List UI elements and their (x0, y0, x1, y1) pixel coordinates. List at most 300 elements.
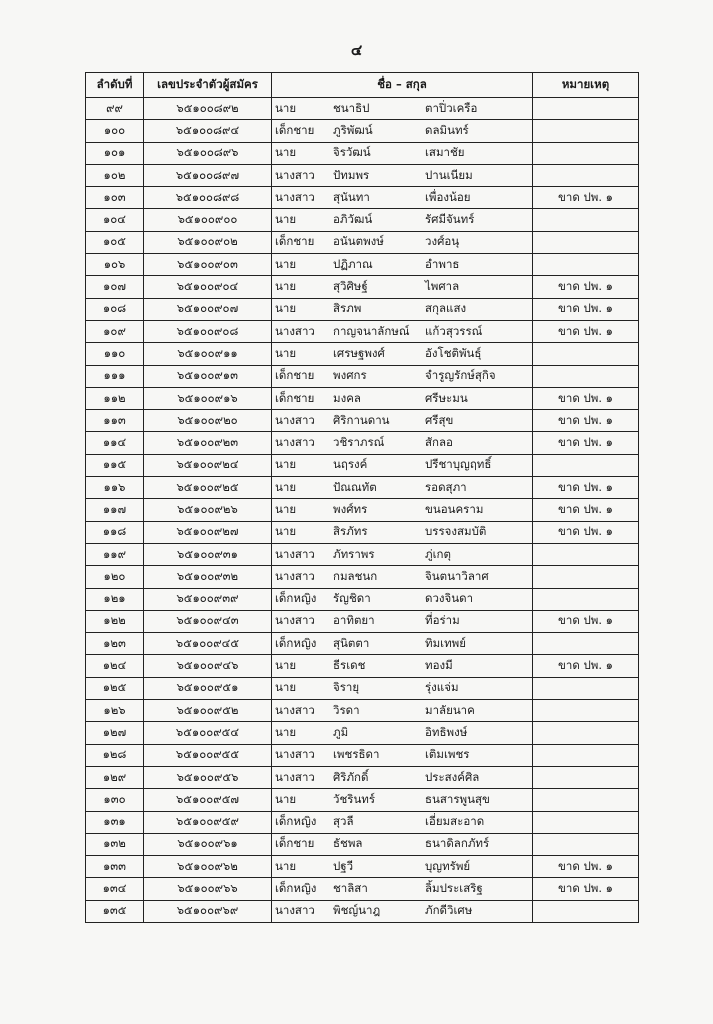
row-last-name: ทิมเทพย์ (425, 635, 466, 650)
row-last-name: อิทธิพงษ์ (425, 724, 468, 739)
header-no: ลำดับที่ (86, 73, 144, 98)
row-last-name: อำพาธ (425, 256, 460, 271)
row-applicant-id: ๖๕๑๐๐๙๔๖ (144, 655, 272, 677)
row-prefix: นาย (275, 680, 297, 695)
row-no: ๑๒๗ (86, 722, 144, 744)
row-no: ๑๑๔ (86, 432, 144, 454)
table-row (86, 120, 639, 142)
row-name-cell (272, 477, 533, 499)
row-prefix: นาย (275, 457, 297, 472)
row-last-name: ธนาดิลกภัทร์ (425, 836, 490, 851)
header-applicant-id: เลขประจำตัวผู้สมัคร (144, 73, 272, 98)
row-applicant-id: ๖๕๑๐๐๙๐๐ (144, 209, 272, 231)
row-note (533, 164, 639, 186)
row-first-name: เศรษฐพงศ์ (333, 345, 385, 360)
row-prefix: นางสาว (275, 568, 315, 583)
row-prefix: เด็กหญิง (275, 881, 317, 896)
row-prefix: นางสาว (275, 412, 315, 427)
row-applicant-id: ๖๕๑๐๐๙๕๙ (144, 811, 272, 833)
table-row (86, 365, 639, 387)
table-row (86, 856, 639, 878)
table-row (86, 722, 639, 744)
row-name-cell (272, 432, 533, 454)
row-no: ๑๐๕ (86, 231, 144, 253)
row-prefix: นางสาว (275, 189, 315, 204)
row-first-name: เพชรธิดา (333, 747, 380, 762)
row-no: ๑๑๗ (86, 499, 144, 521)
table-row (86, 432, 639, 454)
row-note: ขาด ปพ. ๑ (533, 432, 639, 454)
row-last-name: ศรีษะมน (425, 390, 468, 405)
row-applicant-id: ๖๕๑๐๐๙๒๓ (144, 432, 272, 454)
row-no: ๑๒๓ (86, 633, 144, 655)
row-no: ๑๑๖ (86, 477, 144, 499)
row-applicant-id: ๖๕๑๐๐๘๙๔ (144, 120, 272, 142)
row-prefix: เด็กหญิง (275, 635, 317, 650)
row-name-cell (272, 254, 533, 276)
row-last-name: ไพศาล (425, 279, 460, 294)
row-applicant-id: ๖๕๑๐๐๙๐๒ (144, 231, 272, 253)
row-no: ๑๐๒ (86, 164, 144, 186)
row-name-cell (272, 878, 533, 900)
row-name-cell (272, 343, 533, 365)
row-last-name: บุญทรัพย์ (425, 858, 471, 873)
row-prefix: นาย (275, 658, 297, 673)
row-applicant-id: ๖๕๑๐๐๘๙๗ (144, 164, 272, 186)
row-applicant-id: ๖๕๑๐๐๙๔๓ (144, 610, 272, 632)
row-first-name: วิรดา (333, 702, 360, 717)
row-prefix: นางสาว (275, 903, 315, 918)
row-first-name: กมลชนก (333, 568, 378, 583)
row-last-name: ขนอนคราม (425, 501, 484, 516)
row-name-cell (272, 499, 533, 521)
row-prefix: นาย (275, 345, 297, 360)
table-row (86, 633, 639, 655)
row-prefix: นางสาว (275, 435, 315, 450)
row-applicant-id: ๖๕๑๐๐๙๖๒ (144, 856, 272, 878)
row-first-name: วัชรินทร์ (333, 791, 376, 806)
row-note (533, 543, 639, 565)
row-no: ๑๓๐ (86, 789, 144, 811)
row-no: ๙๙ (86, 98, 144, 120)
row-name-cell (272, 276, 533, 298)
row-applicant-id: ๖๕๑๐๐๙๔๕ (144, 633, 272, 655)
row-note (533, 766, 639, 788)
row-note (533, 142, 639, 164)
row-name-cell (272, 120, 533, 142)
row-note: ขาด ปพ. ๑ (533, 610, 639, 632)
row-note (533, 789, 639, 811)
row-no: ๑๑๘ (86, 521, 144, 543)
row-applicant-id: ๖๕๑๐๐๘๙๘ (144, 187, 272, 209)
row-name-cell (272, 164, 533, 186)
row-applicant-id: ๖๕๑๐๐๘๙๒ (144, 98, 272, 120)
table-row (86, 655, 639, 677)
row-note: ขาด ปพ. ๑ (533, 187, 639, 209)
row-no: ๑๒๑ (86, 588, 144, 610)
row-note (533, 454, 639, 476)
row-name-cell (272, 722, 533, 744)
row-first-name: สุวิศิษฐ์ (333, 279, 368, 294)
row-name-cell (272, 387, 533, 409)
row-name-cell (272, 187, 533, 209)
row-no: ๑๑๙ (86, 543, 144, 565)
row-first-name: จิรวัฒน์ (333, 145, 371, 160)
row-prefix: นางสาว (275, 702, 315, 717)
row-last-name: ทองมี (425, 658, 453, 673)
table-row (86, 164, 639, 186)
row-name-cell (272, 811, 533, 833)
row-name-cell (272, 833, 533, 855)
row-name-cell (272, 365, 533, 387)
row-no: ๑๓๑ (86, 811, 144, 833)
row-first-name: ภูริพัฒน์ (333, 122, 373, 137)
row-last-name: ภักดีวิเศษ (425, 903, 473, 918)
row-name-cell (272, 900, 533, 922)
row-applicant-id: ๖๕๑๐๐๙๕๖ (144, 766, 272, 788)
table-header-row (86, 73, 639, 98)
row-last-name: ดวงจินดา (425, 591, 474, 606)
row-applicant-id: ๖๕๑๐๐๙๐๔ (144, 276, 272, 298)
row-last-name: บรรจงสมบัติ (425, 524, 487, 539)
table-row (86, 320, 639, 342)
row-applicant-id: ๖๕๑๐๐๙๐๗ (144, 298, 272, 320)
row-note (533, 811, 639, 833)
row-no: ๑๒๒ (86, 610, 144, 632)
row-last-name: แก้วสุวรรณ์ (425, 323, 483, 338)
row-name-cell (272, 789, 533, 811)
row-name-cell (272, 98, 533, 120)
row-prefix: นางสาว (275, 167, 315, 182)
row-first-name: สุวลี (333, 814, 354, 829)
row-first-name: สิรภัทร (333, 524, 368, 539)
row-note (533, 633, 639, 655)
row-prefix: เด็กชาย (275, 368, 315, 383)
row-last-name: รอดสุภา (425, 479, 467, 494)
row-first-name: ศิริกานดาน (333, 412, 390, 427)
row-applicant-id: ๖๕๑๐๐๙๐๘ (144, 320, 272, 342)
table-row (86, 276, 639, 298)
row-prefix: นาย (275, 301, 297, 316)
row-applicant-id: ๖๕๑๐๐๙๒๗ (144, 521, 272, 543)
row-prefix: เด็กหญิง (275, 814, 317, 829)
row-prefix: เด็กหญิง (275, 591, 317, 606)
row-no: ๑๐๐ (86, 120, 144, 142)
row-last-name: จินตนาวิลาศ (425, 568, 489, 583)
table-row (86, 766, 639, 788)
row-no: ๑๐๓ (86, 187, 144, 209)
row-no: ๑๓๔ (86, 878, 144, 900)
table-row (86, 833, 639, 855)
row-note (533, 98, 639, 120)
row-no: ๑๐๑ (86, 142, 144, 164)
page-number: ๔ (350, 41, 363, 59)
row-applicant-id: ๖๕๑๐๐๙๐๓ (144, 254, 272, 276)
row-first-name: ปัณณทัต (333, 479, 377, 494)
row-no: ๑๐๙ (86, 320, 144, 342)
row-first-name: อาทิตยา (333, 613, 375, 628)
row-note: ขาด ปพ. ๑ (533, 320, 639, 342)
row-applicant-id: ๖๕๑๐๐๙๕๒ (144, 700, 272, 722)
row-prefix: เด็กชาย (275, 234, 315, 249)
row-last-name: รัศมีจันทร์ (425, 212, 475, 227)
row-note (533, 120, 639, 142)
row-no: ๑๓๓ (86, 856, 144, 878)
table-row (86, 98, 639, 120)
row-first-name: ปัทมพร (333, 167, 370, 182)
row-note (533, 833, 639, 855)
row-note: ขาด ปพ. ๑ (533, 276, 639, 298)
row-first-name: ภูมิ (333, 724, 349, 739)
row-no: ๑๐๗ (86, 276, 144, 298)
row-name-cell (272, 521, 533, 543)
row-first-name: ปฐวี (333, 858, 354, 873)
row-prefix: นาย (275, 524, 297, 539)
row-last-name: จำรูญรักษ์สุกิจ (425, 368, 496, 383)
row-name-cell (272, 410, 533, 432)
row-first-name: สิรภพ (333, 301, 362, 316)
row-applicant-id: ๖๕๑๐๐๙๕๕ (144, 744, 272, 766)
row-prefix: นาย (275, 212, 297, 227)
row-no: ๑๓๒ (86, 833, 144, 855)
row-first-name: กาญจนาลักษณ์ (333, 323, 410, 338)
row-last-name: ลิ้มประเสริฐ (425, 881, 483, 896)
table-row (86, 477, 639, 499)
row-last-name: ตาปิ่วเครือ (425, 100, 478, 115)
row-first-name: พิชญ์นาฎ (333, 903, 381, 918)
row-last-name: ธนสารพูนสุข (425, 791, 490, 806)
row-last-name: สกุลแสง (425, 301, 467, 316)
row-no: ๑๑๑ (86, 365, 144, 387)
row-prefix: เด็กชาย (275, 836, 315, 851)
table-row (86, 744, 639, 766)
row-note (533, 254, 639, 276)
row-prefix: นาย (275, 279, 297, 294)
row-last-name: ประสงค์ศิล (425, 769, 480, 784)
row-name-cell (272, 320, 533, 342)
row-applicant-id: ๖๕๑๐๐๙๖๙ (144, 900, 272, 922)
table-row (86, 521, 639, 543)
table-row (86, 298, 639, 320)
row-note: ขาด ปพ. ๑ (533, 477, 639, 499)
row-note: ขาด ปพ. ๑ (533, 499, 639, 521)
row-no: ๑๒๘ (86, 744, 144, 766)
row-prefix: นาย (275, 724, 297, 739)
row-last-name: ปานเนียม (425, 167, 473, 182)
row-note: ขาด ปพ. ๑ (533, 655, 639, 677)
row-prefix: นางสาว (275, 323, 315, 338)
row-applicant-id: ๖๕๑๐๐๙๓๑ (144, 543, 272, 565)
row-first-name: รัญชิดา (333, 591, 371, 606)
row-first-name: ศิริภักดิ์ (333, 769, 369, 784)
row-no: ๑๑๕ (86, 454, 144, 476)
row-name-cell (272, 700, 533, 722)
row-note: ขาด ปพ. ๑ (533, 521, 639, 543)
table-row (86, 454, 639, 476)
row-prefix: นาย (275, 256, 297, 271)
table-row (86, 566, 639, 588)
row-no: ๑๑๒ (86, 387, 144, 409)
table-body (86, 98, 639, 923)
row-applicant-id: ๖๕๑๐๐๙๖๑ (144, 833, 272, 855)
row-name-cell (272, 588, 533, 610)
row-note (533, 588, 639, 610)
row-first-name: จิรายุ (333, 680, 360, 695)
row-first-name: มงคล (333, 390, 361, 405)
table-row (86, 900, 639, 922)
row-last-name: ปรีชาบุญฤทธิ์ (425, 457, 492, 472)
row-prefix: เด็กชาย (275, 390, 315, 405)
row-prefix: นาย (275, 858, 297, 873)
row-no: ๑๒๙ (86, 766, 144, 788)
row-applicant-id: ๖๕๑๐๐๙๒๐ (144, 410, 272, 432)
row-first-name: ภัทราพร (333, 546, 375, 561)
table-row (86, 231, 639, 253)
row-first-name: ธัชพล (333, 836, 363, 851)
row-prefix: เด็กชาย (275, 122, 315, 137)
row-last-name: เพื่องน้อย (425, 189, 471, 204)
row-name-cell (272, 677, 533, 699)
row-applicant-id: ๖๕๑๐๐๙๑๑ (144, 343, 272, 365)
row-no: ๑๑๓ (86, 410, 144, 432)
row-name-cell (272, 209, 533, 231)
row-name-cell (272, 856, 533, 878)
table-row (86, 700, 639, 722)
row-name-cell (272, 566, 533, 588)
row-applicant-id: ๖๕๑๐๐๙๒๕ (144, 477, 272, 499)
row-last-name: ที่อร่าม (425, 613, 460, 628)
row-prefix: นางสาว (275, 747, 315, 762)
row-name-cell (272, 766, 533, 788)
header-name: ชื่อ – สกุล (272, 73, 533, 98)
row-no: ๑๓๕ (86, 900, 144, 922)
row-no: ๑๒๖ (86, 700, 144, 722)
row-prefix: นางสาว (275, 546, 315, 561)
row-applicant-id: ๖๕๑๐๐๙๒๖ (144, 499, 272, 521)
row-name-cell (272, 454, 533, 476)
row-note: ขาด ปพ. ๑ (533, 878, 639, 900)
row-prefix: นาย (275, 479, 297, 494)
row-note (533, 365, 639, 387)
row-first-name: วชิราภรณ์ (333, 435, 385, 450)
row-applicant-id: ๖๕๑๐๐๙๓๒ (144, 566, 272, 588)
row-name-cell (272, 231, 533, 253)
row-name-cell (272, 298, 533, 320)
table-row (86, 677, 639, 699)
row-last-name: รุ่งแจ่ม (425, 680, 459, 695)
row-applicant-id: ๖๕๑๐๐๙๓๙ (144, 588, 272, 610)
row-no: ๑๐๖ (86, 254, 144, 276)
row-first-name: พงศ์ทร (333, 501, 368, 516)
row-prefix: นาย (275, 791, 297, 806)
row-applicant-id: ๖๕๑๐๐๘๙๖ (144, 142, 272, 164)
table-row (86, 878, 639, 900)
row-applicant-id: ๖๕๑๐๐๙๕๗ (144, 789, 272, 811)
row-name-cell (272, 633, 533, 655)
row-first-name: สุนิตตา (333, 635, 370, 650)
row-name-cell (272, 610, 533, 632)
table-row (86, 499, 639, 521)
row-note: ขาด ปพ. ๑ (533, 410, 639, 432)
row-first-name: ชาลิสา (333, 881, 368, 896)
row-first-name: ปฏิภาณ (333, 256, 373, 271)
row-last-name: มาลัยนาค (425, 702, 475, 717)
row-name-cell (272, 744, 533, 766)
table-row (86, 410, 639, 432)
row-note (533, 677, 639, 699)
row-last-name: เติมเพชร (425, 747, 470, 762)
table-row (86, 343, 639, 365)
table-row (86, 811, 639, 833)
row-note: ขาด ปพ. ๑ (533, 856, 639, 878)
row-last-name: เอี่ยมสะอาด (425, 814, 485, 829)
row-first-name: สุนันทา (333, 189, 370, 204)
row-no: ๑๐๔ (86, 209, 144, 231)
row-first-name: พงศกร (333, 368, 367, 383)
row-note (533, 744, 639, 766)
row-note (533, 900, 639, 922)
applicant-table (85, 72, 639, 923)
row-last-name: อังโชติพันธุ์ (425, 345, 482, 360)
row-no: ๑๒๐ (86, 566, 144, 588)
row-no: ๑๒๕ (86, 677, 144, 699)
row-name-cell (272, 142, 533, 164)
row-last-name: ศรีสุข (425, 412, 454, 427)
row-applicant-id: ๖๕๑๐๐๙๖๖ (144, 878, 272, 900)
table-row (86, 187, 639, 209)
row-last-name: ดลมินทร์ (425, 122, 469, 137)
table-row (86, 543, 639, 565)
row-applicant-id: ๖๕๑๐๐๙๕๔ (144, 722, 272, 744)
row-name-cell (272, 655, 533, 677)
row-note (533, 343, 639, 365)
row-prefix: นางสาว (275, 769, 315, 784)
row-first-name: ชนาธิป (333, 100, 370, 115)
row-applicant-id: ๖๕๑๐๐๙๕๑ (144, 677, 272, 699)
table-row (86, 789, 639, 811)
table-row (86, 254, 639, 276)
row-no: ๑๑๐ (86, 343, 144, 365)
row-note (533, 209, 639, 231)
row-prefix: นาย (275, 145, 297, 160)
row-first-name: นฤรงค์ (333, 457, 368, 472)
row-applicant-id: ๖๕๑๐๐๙๑๓ (144, 365, 272, 387)
row-prefix: นาย (275, 501, 297, 516)
table-row (86, 209, 639, 231)
row-first-name: อนันตพงษ์ (333, 234, 384, 249)
row-last-name: สักลอ (425, 435, 453, 450)
row-note (533, 231, 639, 253)
row-name-cell (272, 543, 533, 565)
row-note: ขาด ปพ. ๑ (533, 387, 639, 409)
row-last-name: เสมาชัย (425, 145, 465, 160)
row-last-name: ภู่เกตุ (425, 546, 451, 561)
header-note: หมายเหตุ (533, 73, 639, 98)
table-row (86, 588, 639, 610)
row-note (533, 722, 639, 744)
table-row (86, 142, 639, 164)
row-prefix: นาย (275, 100, 297, 115)
table-row (86, 387, 639, 409)
row-applicant-id: ๖๕๑๐๐๙๑๖ (144, 387, 272, 409)
row-last-name: วงศ์อนุ (425, 234, 460, 249)
row-first-name: ธีรเดช (333, 658, 366, 673)
row-note: ขาด ปพ. ๑ (533, 298, 639, 320)
row-prefix: นางสาว (275, 613, 315, 628)
row-applicant-id: ๖๕๑๐๐๙๒๔ (144, 454, 272, 476)
table-row (86, 610, 639, 632)
row-no: ๑๐๘ (86, 298, 144, 320)
